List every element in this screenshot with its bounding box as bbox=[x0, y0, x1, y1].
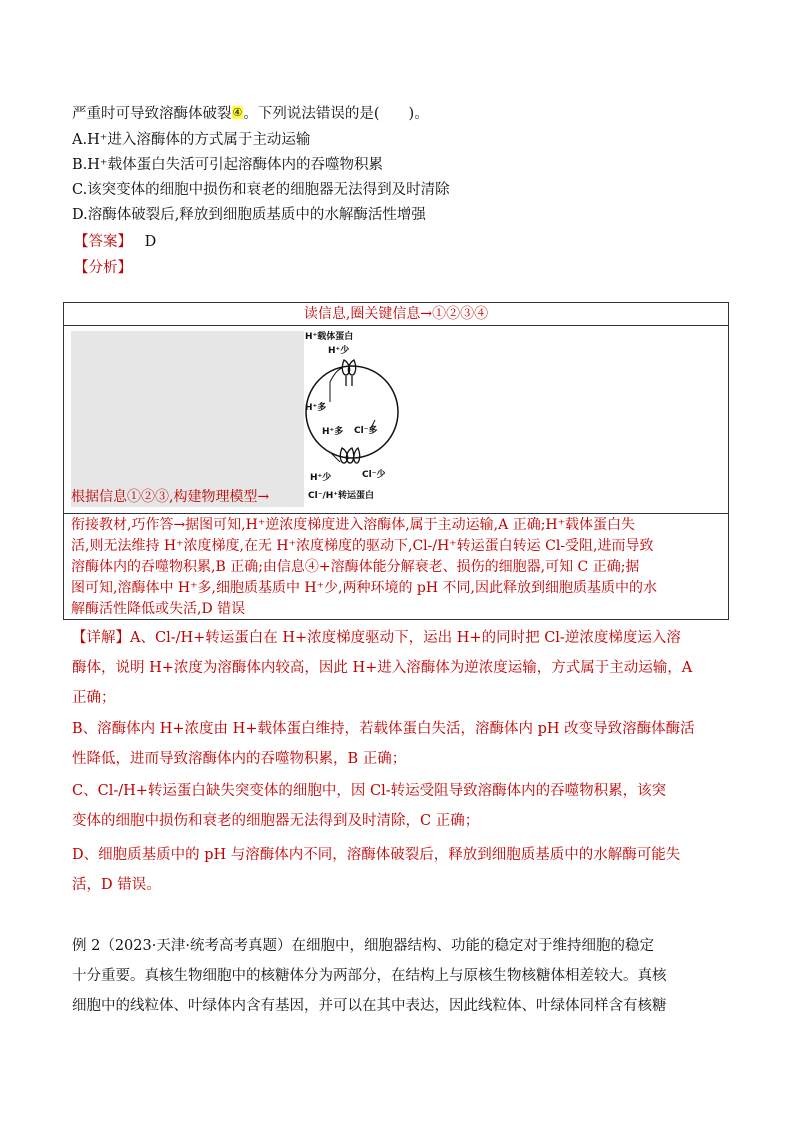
image-placeholder bbox=[71, 331, 304, 507]
label-cl-less: Cl⁻少 bbox=[362, 470, 386, 480]
detail-line: 酶体，说明 H+浓度为溶酶体内较高，因此 H+进入溶酶体为逆浓度运输，方式属于主动运输，A bbox=[72, 660, 693, 676]
detail-line: 活，D 错误。 bbox=[72, 877, 161, 893]
question-stem bbox=[72, 103, 429, 124]
table-header: 读信息,圈关键信息→①②③④ bbox=[64, 303, 728, 326]
label-bottom-protein: Cl⁻/H⁺转运蛋白 bbox=[308, 491, 375, 501]
detail-line: 变体的细胞中损伤和衰老的细胞器无法得到及时清除，C 正确； bbox=[72, 813, 480, 829]
h-carrier-protein-shape bbox=[342, 360, 355, 386]
option-c: C.该突变体的细胞中损伤和衰老的细胞器无法得到及时清除 bbox=[72, 182, 450, 198]
label-h-more-mid: H⁺多 bbox=[322, 427, 344, 437]
example2-line: 细胞中的线粒体、叶绿体内含有基因，并可以在其中表达，因此线粒体、叶绿体同样含有核糖 bbox=[72, 998, 667, 1014]
detail-line-1: 【详解】A、Cl-/H+转运蛋白在 H+浓度梯度驱动下，运出 H+的同时把 Cl-逆浓度梯度运入溶 bbox=[72, 630, 681, 646]
explanation-line: 活,则无法维持 H⁺浓度梯度,在无 H⁺浓度梯度的驱动下,Cl-/H⁺转运蛋白转运 Cl-受阻,进而导致 bbox=[71, 538, 654, 554]
explanation-line: 衔接教材,巧作答→据图可知,H⁺逆浓度梯度进入溶酶体,属于主动运输,A 正确;H⁺载体蛋白失 bbox=[71, 517, 636, 533]
answer-label: 【答案】 bbox=[74, 234, 132, 250]
analysis-label: 【分析】 bbox=[74, 260, 132, 276]
model-label: 根据信息①②③,构建物理模型→ bbox=[71, 489, 270, 505]
detail-line: D、细胞质基质中的 pH 与溶酶体内不同，溶酶体破裂后，释放到细胞质基质中的水解酶可能失 bbox=[72, 847, 681, 863]
label-h-less-bottom: H⁺少 bbox=[310, 473, 332, 483]
stem-text-before: 严重时可导致溶酶体破裂 bbox=[72, 106, 232, 122]
option-d: D.溶酶体破裂后,释放到细胞质基质中的水解酶活性增强 bbox=[72, 207, 426, 223]
detail-line: C、Cl-/H+转运蛋白缺失突变体的细胞中，因 Cl-转运受阻导致溶酶体内的吞噬物积累，该突 bbox=[72, 783, 667, 799]
cl-h-transport-protein-shape bbox=[340, 448, 359, 463]
answer-value: D bbox=[144, 234, 157, 250]
label-h-more-left: H⁺多 bbox=[305, 403, 327, 413]
label-h-less-top: H⁺少 bbox=[328, 346, 350, 356]
example2-line: 例 2（2023·天津·统考高考真题）在细胞中，细胞器结构、功能的稳定对于维持细胞的稳定 bbox=[72, 938, 654, 954]
detail-line: 正确； bbox=[72, 690, 116, 706]
h-inflow-arrow bbox=[330, 368, 342, 402]
explanation-line: 图可知,溶酶体中 H⁺多,细胞质基质中 H⁺少,两种环境的 pH 不同,因此释放到细胞质基质中的水 bbox=[71, 580, 657, 596]
label-cl-more: Cl⁻多 bbox=[354, 426, 378, 436]
example2-line: 十分重要。真核生物细胞中的核糖体分为两部分，在结构上与原核生物核糖体相差较大。真核 bbox=[72, 968, 667, 984]
explanation-line: 溶酶体内的吞噬物积累,B 正确;由信息④+溶酶体能分解衰老、损伤的细胞器,可知 C 正确;据 bbox=[71, 559, 640, 575]
lysosome-diagram bbox=[300, 330, 400, 505]
detail-line: B、溶酶体内 H+浓度由 H+载体蛋白维持，若载体蛋白失活，溶酶体内 pH 改变导致溶酶体酶活 bbox=[72, 721, 695, 737]
option-b: B.H⁺载体蛋白失活可引起溶酶体内的吞噬物积累 bbox=[72, 157, 384, 173]
stem-text-after: 。下列说法错误的是( )。 bbox=[243, 106, 429, 122]
label-top-protein: H⁺载体蛋白 bbox=[305, 332, 354, 342]
detail-line: 性降低，进而导致溶酶体内的吞噬物积累，B 正确； bbox=[72, 751, 407, 767]
info-marker-4: ④ bbox=[232, 106, 243, 119]
option-a: A.H⁺进入溶酶体的方式属于主动运输 bbox=[72, 132, 311, 148]
explanation-line: 解酶活性降低或失活,D 错误 bbox=[71, 601, 246, 617]
detail-label: 【详解】 bbox=[72, 630, 130, 646]
answer-line bbox=[74, 232, 156, 252]
explanation-row bbox=[64, 514, 728, 620]
